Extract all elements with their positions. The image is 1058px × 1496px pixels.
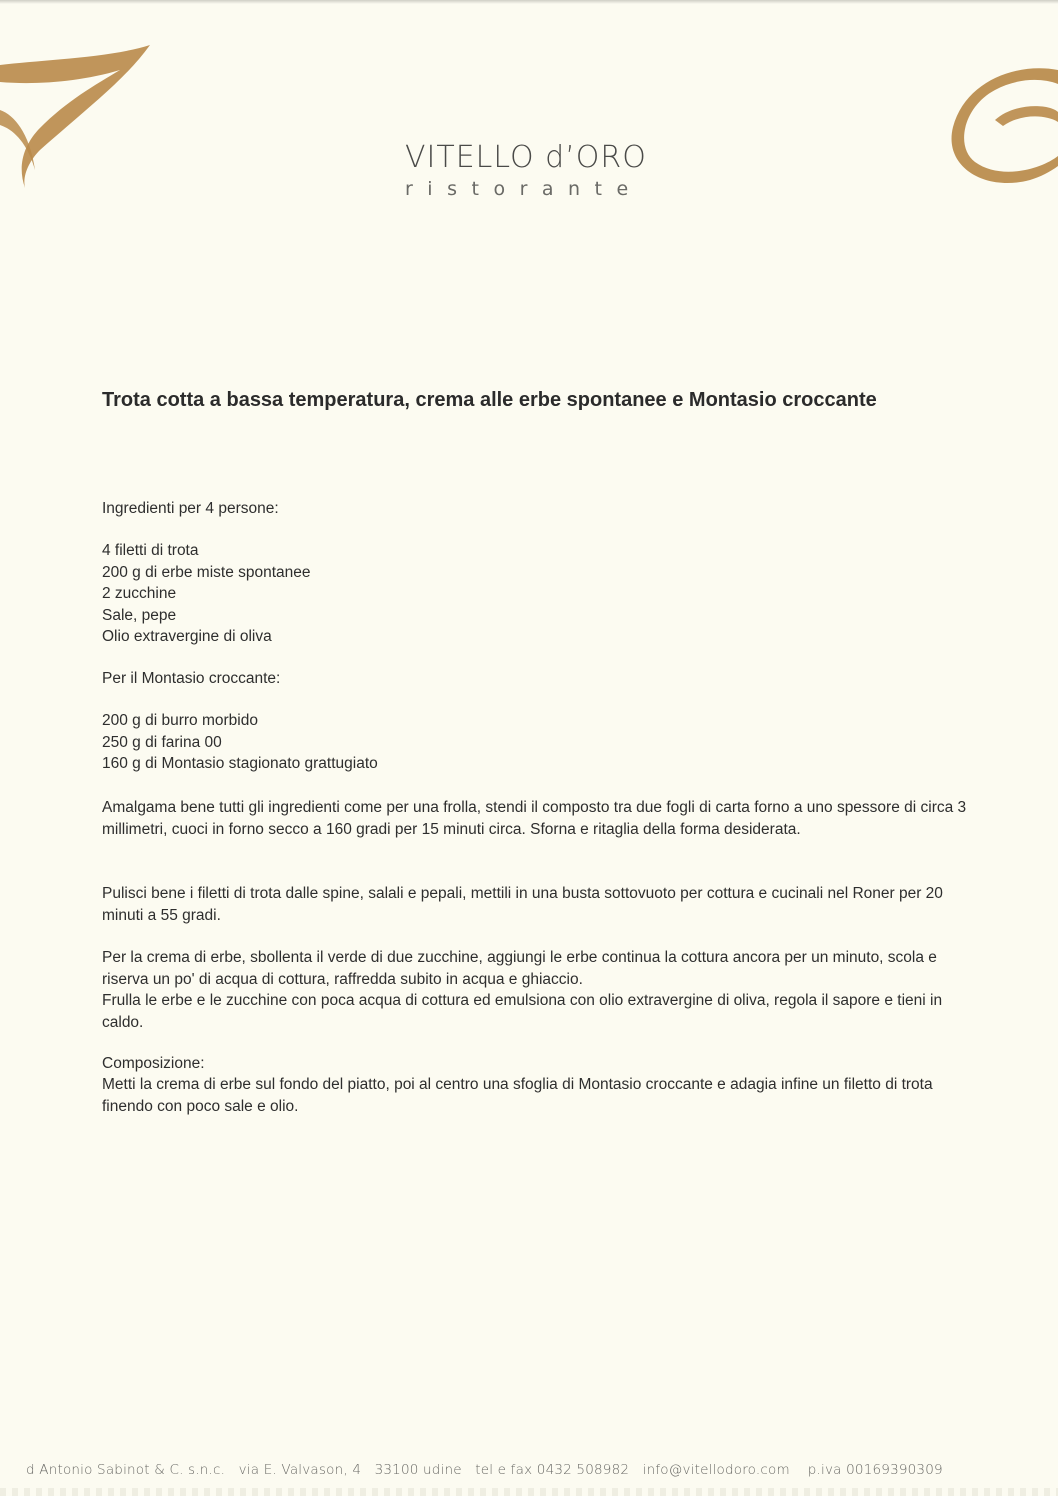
ingredients-list [102, 540, 972, 648]
brand-name: VITELLO d’ORO [405, 140, 647, 175]
montasio-ingredients-list [102, 710, 972, 775]
page-bottom-edge [0, 1488, 1058, 1496]
step-montasio: Amalgama bene tutti gli ingredienti come per una frolla, stendi il composto tra due fogli di carta forno a uno spessore di circa 3 millimetri, cuoci in forno secco a 160 gradi per 15 minuti circa. Sforna e ritaglia della forma desiderata. [102, 799, 967, 838]
list-item: 200 g di erbe miste spontanee [102, 563, 311, 581]
list-item: Sale, pepe [102, 606, 177, 624]
step-herb-cream: Per la crema di erbe, sbollenta il verde di due zucchine, aggiungi le erbe continua la cottura ancora per un minuto, scola e riserva un po' di acqua di cottura, raffredda subito in acqua e ghiaccio. [102, 949, 937, 988]
list-item: 2 zucchine [102, 585, 177, 602]
letterhead-footer: d Antonio Sabinot & C. s.n.c. via E. Valvason, 4 33100 udine tel e fax 0432 508982 info@vitellodoro.com p.iva 00169390309 [26, 1462, 943, 1478]
brand-header [405, 141, 705, 201]
brand-subtitle: ristorante [405, 178, 643, 200]
composition-heading: Composizione: [102, 1055, 205, 1072]
list-item: 4 filetti di trota [102, 542, 199, 559]
recipe-title: Trota cotta a bassa temperatura, crema alle erbe spontanee e Montasio croccante [102, 389, 877, 411]
list-item: 200 g di burro morbido [102, 712, 258, 729]
logo-mark-right-icon [945, 62, 1058, 192]
ingredients-heading: Ingredienti per 4 persone: [102, 500, 279, 517]
page-top-edge [0, 0, 1058, 4]
composition-text: Metti la crema di erbe sul fondo del piatto, poi al centro una sfoglia di Montasio croccante e adagia infine un filetto di trota finendo con poco sale e olio. [102, 1076, 933, 1115]
montasio-heading: Per il Montasio croccante: [102, 670, 281, 687]
logo-mark-left-icon [0, 40, 160, 190]
list-item: Olio extravergine di oliva [102, 628, 272, 645]
step-herb-blend: Frulla le erbe e le zucchine con poca acqua di cottura ed emulsiona con olio extravergine di oliva, regola il sapore e tieni in caldo. [102, 992, 943, 1031]
step-trout: Pulisci bene i filetti di trota dalle spine, salali e pepali, mettili in una busta sottovuoto per cottura e cucinali nel Roner per 20 minuti a 55 gradi. [102, 885, 943, 924]
list-item: 250 g di farina 00 [102, 733, 222, 751]
list-item: 160 g di Montasio stagionato grattugiato [102, 755, 378, 772]
